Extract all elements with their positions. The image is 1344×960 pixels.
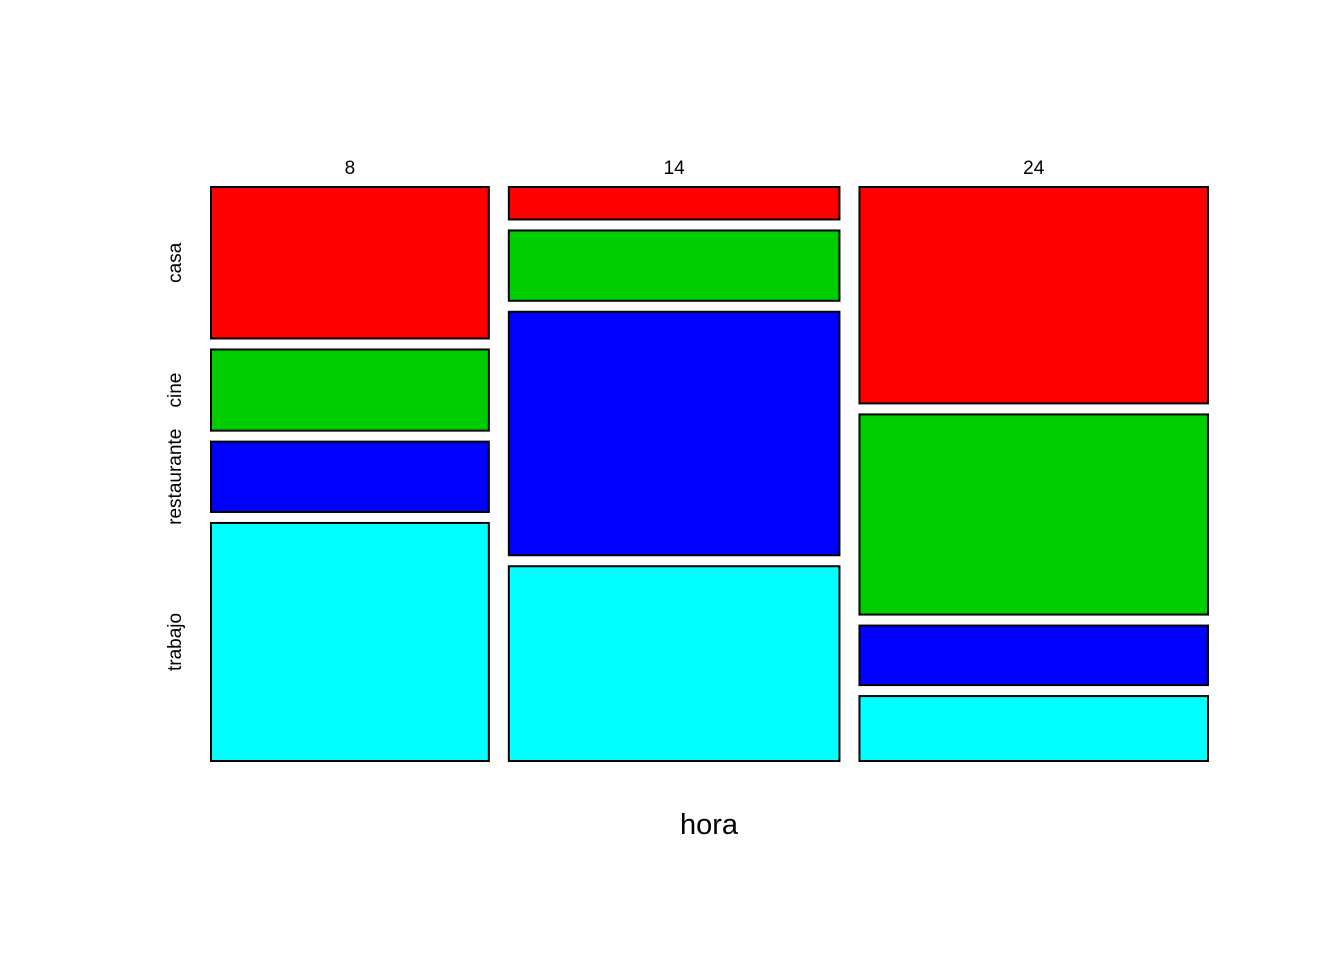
column-label: 24	[1023, 158, 1045, 179]
tile-casa-24	[859, 187, 1208, 403]
tile-trabajo-14	[509, 566, 840, 761]
tile-cine-14	[509, 230, 840, 300]
row-label-cine: cine	[165, 372, 186, 408]
tile-cine-8	[211, 349, 489, 430]
column-label: 14	[663, 158, 685, 179]
row-label-trabajo: trabajo	[165, 612, 186, 672]
row-label-restaurante: restaurante	[165, 428, 186, 525]
tile-restaurante-8	[211, 442, 489, 512]
tile-casa-14	[509, 187, 840, 219]
tile-restaurante-24	[859, 626, 1208, 686]
mosaic-tiles	[211, 187, 1208, 761]
column-label: 8	[344, 158, 356, 179]
tile-cine-24	[859, 414, 1208, 614]
tile-restaurante-14	[509, 312, 840, 555]
tile-trabajo-8	[211, 523, 489, 761]
column-labels	[345, 158, 1045, 179]
tile-casa-8	[211, 187, 489, 338]
row-label-casa: casa	[165, 242, 186, 283]
x-axis-label: hora	[679, 809, 739, 841]
tile-trabajo-24	[859, 696, 1208, 761]
row-labels	[165, 242, 186, 671]
